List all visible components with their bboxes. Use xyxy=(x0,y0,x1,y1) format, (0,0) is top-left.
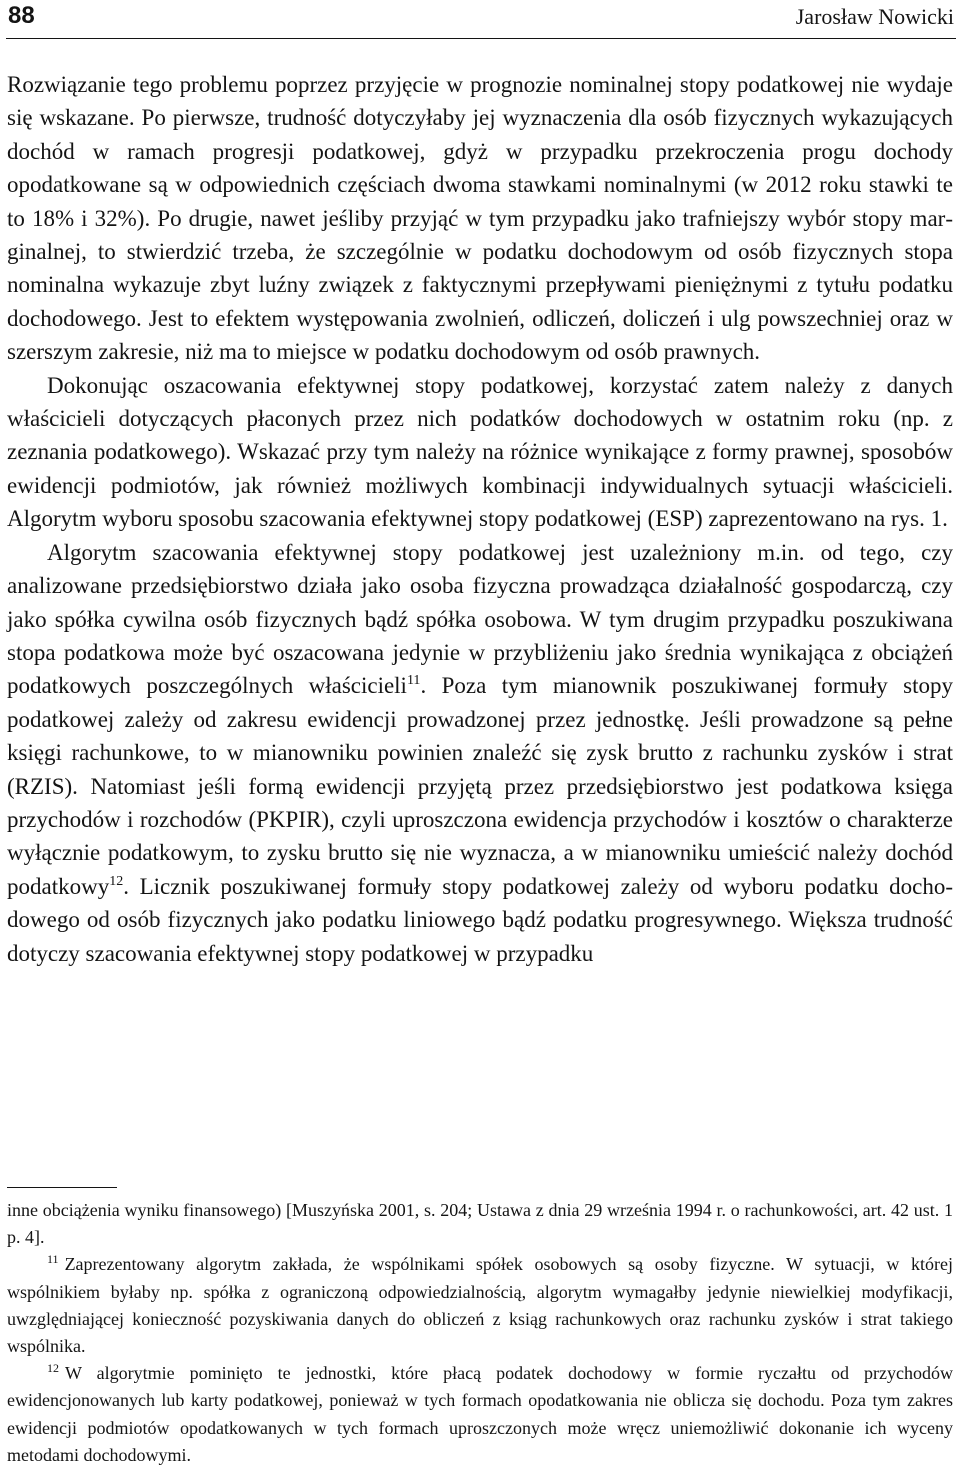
running-head-author: Jarosław Nowicki xyxy=(795,4,954,29)
paragraph-3-part-3: . Licznik poszukiwanej formuły stopy podatkowej zależy od wyboru podatku dochodowego od osób fizycznych jako podatku liniowego bądź podatku progresywnego. Większa trudność dotyczy szacowania efektywnej stopy podatkowej w przypadku xyxy=(7,873,953,966)
paragraph-3-part-2: . Poza tym mianownik poszukiwanej formuły stopy podatkowej zależy od zakresu ewidencji prowadzonej przez jednostkę. Jeśli prowadzone są pełne księgi rachunkowe, to w mianowniku powinien znaleźć się zysk brutto z rachunku zysków i strat (RZIS). Natomiast jeśli formą ewidencji przyjętą przez przedsiębiorstwo jest podatkowa księga przychodów i rozchodów (PKPIR), czyli uproszczona ewidencja przychodów i kosztów o charakterze wyłącznie podatkowym, to zysku brutto się nie wyznacza, a w mianowniku umieścić należy dochód podatkowy xyxy=(7,673,953,899)
paragraph-2: Dokonując oszacowania efektywnej stopy podatkowej, korzystać zatem należy z danych właścicieli dotyczących płaconych przez nich podatków dochodowych w ostatnim roku (np. z zeznania podatkowego). Wskazać przy tym należy na różnice wynikające z formy prawnej, sposobów ewidencji podmiotów, jak również możliwych kombinacji indywidualnych sytuacji właścicieli. Algorytm wyboru sposobu szacowania efektywnej stopy podatkowej (ESP) zaprezentowano na rys. 1. xyxy=(7,372,953,532)
footnote-separator xyxy=(7,1187,117,1188)
footnote-12-text: W algorytmie pominięto te jednostki, które płacą podatek dochodowy w formie ryczałtu od przychodów ewidencjonowanych lub karty podatkowej, ponieważ w tych formach opodatkowania nie oblicza się dochodu. Poza tym zakres ewidencji podmiotów opodatkowanych w tych formach uproszczonych może wręcz uniemożliwić dokonanie ich wyceny metodami dochodowymi. xyxy=(7,1363,953,1465)
footnote-number-11: 11 xyxy=(47,1252,59,1267)
footnote-reference-12: 12 xyxy=(109,873,124,889)
footnote-12 xyxy=(7,1360,953,1469)
paragraph-1: Rozwiązanie tego problemu poprzez przyjęcie w prognozie nominalnej stopy podatkowej nie wydaje się wskazane. Po pierwsze, trudność dotyczyłaby jej wyznaczenia dla osób fizycznych wykazujących dochód w ramach progresji podatkowej, gdyż w przypadku przekroczenia progu dochody opodatkowane są w odpowiednich częściach dwoma stawkami nominalnymi (w 2012 roku stawki te to 18% i 32%). Po drugie, nawet jeśliby przyjąć w tym przypadku jako trafniejszy wybór stopy marginalnej, to stwierdzić trzeba, że szczególnie w podatku dochodowym od osób fizycznych stopa nominalna wykazuje zbyt luźny związek z faktycznymi przepływami pieniężnymi z tytułu podatku dochodowego. Jest to efektem występowania zwolnień, odliczeń, doliczeń i ulg powszechniej oraz w szerszym zakresie, niż ma to miejsce w podatku dochodowym od osób prawnych. xyxy=(7,72,953,365)
paragraph-3-part-1: Algorytm szacowania efektywnej stopy podatkowej jest uzależniony m.in. od tego, czy analizowane przedsiębiorstwo działa jako osoba fizyczna prowadząca działalność gospodarczą, czy jako spółka cywilna osób fizycznych bądź spółka osobowa. W tym drugim przypadku poszukiwana stopa podatkowa może być oszacowana jedynie w przybliżeniu jako średnia wynikająca z obciążeń podatkowych poszczególnych właścicieli xyxy=(7,539,953,699)
page-number: 88 xyxy=(8,2,35,29)
footnotes xyxy=(7,1197,953,1469)
main-text xyxy=(7,68,953,970)
footnote-number-12: 12 xyxy=(47,1361,59,1376)
footnote-reference-11: 11 xyxy=(406,673,421,689)
footnote-11 xyxy=(7,1251,953,1360)
paragraph-3 xyxy=(7,536,953,970)
header-divider xyxy=(6,38,956,39)
footnote-11-text: Zaprezentowany algorytm zakłada, że wspólnikami spółek osobowych są osoby fizyczne. W sytuacji, w której wspólnikiem byłaby np. spółka z ograniczoną odpowiedzialnością, algorytm wymagałby jedynie niewielkiej modyfikacji, uwzględniającej konieczność pozyskiwania danych do obliczeń z ksiąg rachunkowych oraz rachunku zysków i strat takiego wspólnika. xyxy=(7,1254,953,1357)
footnote-continued: inne obciążenia wyniku finansowego) [Muszyńska 2001, s. 204; Ustawa z dnia 29 września 1994 r. o rachunkowości, art. 42 ust. 1 p. 4]. xyxy=(7,1200,953,1248)
